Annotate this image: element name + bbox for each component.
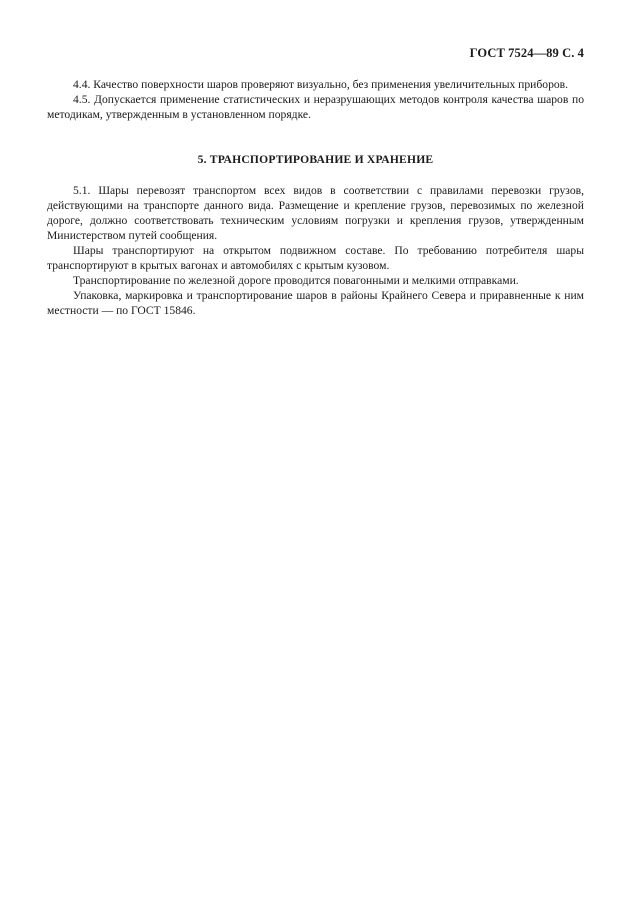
paragraph-5-north: Упаковка, маркировка и транспортирование шаров в районы Крайнего Севера и приравненные к ним местности — по ГОСТ 15846. [47,289,584,317]
paragraph-5-rail: Транспортирование по железной дороге проводится повагонными и мелкими отправками. [73,274,519,287]
paragraph-5-1: 5.1. Шары перевозят транспортом всех видов в соответствии с правилами перевозки грузов, действующими на транспорте данного вида. Размещение и крепление грузов, перевозимых по железной дороге, должно соответствовать техническим условиям погрузки и крепления грузов, утвержденным Министерством путей сообщения. [47,184,584,242]
section-4-text [47,77,584,122]
paragraph-4-5: 4.5. Допускается применение статистических и неразрушающих методов контроля качества шаров по методикам, утвержденным в установленном порядке. [47,93,584,121]
section-5-title: 5. ТРАНСПОРТИРОВАНИЕ И ХРАНЕНИЕ [197,153,434,166]
page-header: ГОСТ 7524—89 С. 4 [469,46,584,60]
paragraph-4-4: 4.4. Качество поверхности шаров проверяют визуально, без применения увеличительных приборов. [73,78,569,91]
section-5-text [47,183,584,318]
paragraph-5-transport: Шары транспортируют на открытом подвижном составе. По требованию потребителя шары транспортируют в крытых вагонах и автомобилях с крытым кузовом. [47,244,584,272]
